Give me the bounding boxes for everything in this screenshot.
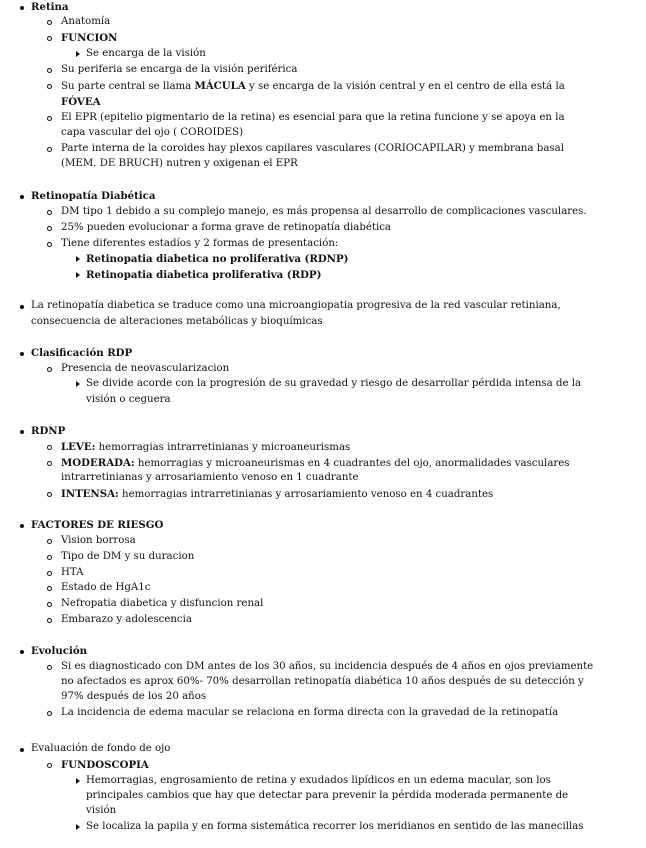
moderada-text: hemorragias y microaneurismas en 4 cuadrantes del ojo, anormalidades vasculares	[134, 458, 570, 469]
circle-bullet	[47, 602, 52, 607]
circle-bullet	[47, 147, 52, 152]
item-moderada	[61, 456, 570, 471]
circle-bullet	[47, 68, 52, 73]
item-funcion: FUNCION	[61, 32, 118, 44]
bullet-evaluacion	[20, 748, 24, 752]
circle-bullet	[47, 539, 52, 544]
circle-bullet	[47, 711, 52, 716]
item-porcentaje: 25% pueden evolucionar a forma grave de retinopatía diabética	[61, 222, 391, 233]
arrow-bullet	[76, 256, 80, 262]
arrow-bullet	[76, 381, 80, 387]
fundoscopia-s1-3: visión	[86, 805, 117, 816]
fundoscopia-s2: Se localiza la papila y en forma sistemática recorrer los meridianos en sentido de las manecillas	[86, 821, 584, 832]
item-estadios: Tiene diferentes estadíos y 2 formas de presentación:	[61, 238, 339, 249]
circle-bullet	[47, 242, 52, 247]
fovea-term: FÓVEA	[61, 96, 101, 108]
factor-item: Embarazo y adolescencia	[61, 614, 192, 625]
factor-item: HTA	[61, 567, 84, 578]
intensa-text: hemorragias intrarretinianas y arrosariamiento venoso en 4 cuadrantes	[118, 489, 494, 500]
circle-bullet	[47, 555, 52, 560]
circle-bullet	[47, 763, 52, 768]
arrow-bullet	[76, 778, 80, 784]
macula-term: MÁCULA	[194, 80, 246, 92]
microangio-line-1: La retinopatía diabetica se traduce como una microangiopatia progresiva de la red vascular retiniana,	[31, 300, 561, 311]
bullet-clasificacion	[20, 352, 24, 356]
bullet-microangiopatia	[20, 305, 24, 309]
item-epr-1: El EPR (epitelio pigmentario de la retina) es esencial para que la retina funcione y se apoya en la	[61, 112, 565, 123]
item-dm1: DM tipo 1 debido a su complejo manejo, es más propensa al desarrollo de complicaciones vasculares.	[61, 206, 587, 217]
bullet-retinopatia	[20, 195, 24, 199]
heading-factores: FACTORES DE RIESGO	[31, 519, 164, 531]
heading-evaluacion: Evaluación de fondo de ojo	[31, 743, 171, 754]
leve-label: LEVE:	[61, 441, 96, 453]
central-pre: Su parte central se llama	[61, 81, 195, 92]
item-leve	[61, 440, 350, 455]
fundoscopia-s1-2: principales cambios que hay que detectar para prevenir la pérdida moderada permanente de	[86, 790, 569, 801]
circle-bullet	[47, 618, 52, 623]
microangio-line-2: consecuencia de alteraciones metabólicas y bioquímicas	[31, 316, 323, 327]
circle-bullet	[47, 226, 52, 231]
circle-bullet	[47, 210, 52, 215]
item-fundoscopia: FUNDOSCOPIA	[61, 759, 149, 771]
item-clasif-sub-2: visión o ceguera	[86, 394, 171, 405]
item-periferia: Su periferia se encarga de la visión periférica	[61, 64, 298, 75]
factor-item: Estado de HgA1c	[61, 582, 151, 593]
circle-bullet	[47, 367, 52, 372]
arrow-bullet	[76, 272, 80, 278]
factor-item: Tipo de DM y su duracion	[61, 551, 195, 562]
moderada-label: MODERADA:	[61, 457, 135, 469]
factor-item: Vision borrosa	[61, 535, 136, 546]
heading-evolucion: Evolución	[31, 645, 88, 657]
circle-bullet	[47, 461, 52, 466]
item-clasif-sub-1: Se divide acorde con la progresión de su gravedad y riesgo de desarrollar pérdida intensa de la	[86, 378, 582, 389]
evolucion-p1-3: 97% después de los 20 años	[61, 691, 207, 702]
arrow-bullet	[76, 824, 80, 830]
item-anatomia: Anatomía	[61, 16, 111, 27]
heading-rdnp: RDNP	[31, 425, 66, 437]
item-neovascularizacion: Presencia de neovascularizacion	[61, 363, 230, 374]
arrow-bullet	[76, 51, 80, 57]
item-intensa	[61, 487, 493, 502]
circle-bullet	[47, 20, 52, 25]
intensa-label: INTENSA:	[61, 488, 119, 500]
circle-bullet	[47, 116, 52, 121]
circle-bullet	[47, 492, 52, 497]
heading-retinopatia: Retinopatía Diabética	[31, 190, 156, 202]
evolucion-p2: La incidencia de edema macular se relaciona en forma directa con la gravedad de la retinopatía	[61, 707, 559, 718]
circle-bullet	[47, 84, 52, 89]
circle-bullet	[47, 665, 52, 670]
item-epr-2: capa vascular del ojo ( COROIDES)	[61, 127, 244, 138]
circle-bullet	[47, 571, 52, 576]
item-rdnp: Retinopatia diabetica no proliferativa (RDNP)	[86, 253, 349, 265]
evolucion-p1-1: Si es diagnosticado con DM antes de los 30 años, su incidencia después de 4 años en ojos previamente	[61, 661, 594, 672]
item-funcion-sub: Se encarga de la visión	[86, 48, 206, 59]
item-coroides-1: Parte interna de la coroides hay plexos capilares vasculares (CORIOCAPILAR) y membrana basal	[61, 143, 564, 154]
heading-clasificacion: Clasificación RDP	[31, 347, 133, 359]
factor-item: Nefropatia diabetica y disfuncion renal	[61, 598, 264, 609]
evolucion-p1-2: no afectados es aprox 60%- 70% desarrollan retinopatía diabética 10 años después de su detección y	[61, 676, 584, 687]
item-central	[61, 79, 565, 94]
bullet-retina	[20, 6, 24, 10]
leve-text: hemorragias intrarretinianas y microaneurismas	[95, 442, 351, 453]
bullet-factores	[20, 524, 24, 528]
circle-bullet	[47, 445, 52, 450]
circle-bullet	[47, 586, 52, 591]
item-moderada-2: intrarretinianas y arrosariamiento venoso en 1 cuadrante	[61, 472, 359, 483]
central-post: y se encarga de la visión central y en el centro de ella está la	[245, 81, 565, 92]
circle-bullet	[47, 36, 52, 41]
item-coroides-2: (MEM. DE BRUCH) nutren y oxigenan el EPR	[61, 158, 298, 169]
fundoscopia-s1-1: Hemorragias, engrosamiento de retina y exudados lipídicos en un edema macular, son los	[86, 775, 551, 786]
bullet-rdnp	[20, 430, 24, 434]
item-rdp: Retinopatia diabetica proliferativa (RDP)	[86, 269, 322, 281]
heading-retina: Retina	[31, 1, 69, 13]
bullet-evolucion	[20, 650, 24, 654]
